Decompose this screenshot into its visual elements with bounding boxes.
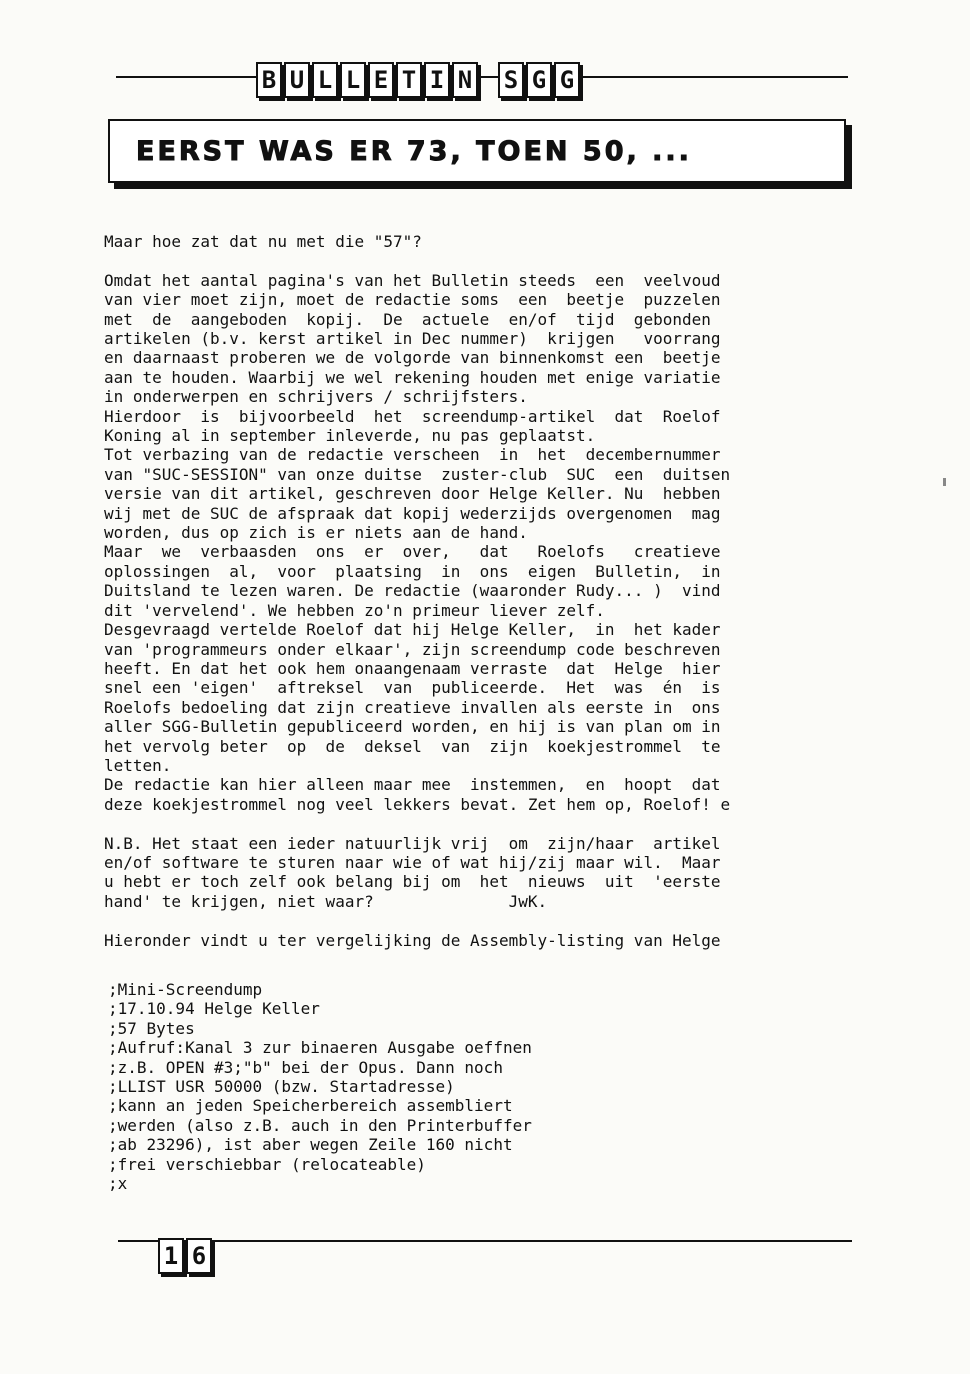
page-number-digit: 1 (158, 1238, 184, 1274)
listing-line: ;kann an jeden Speicherbereich assembliert (108, 1096, 513, 1116)
body-line: het vervolg beter op de deksel van zijn koekjestrommel te (104, 736, 721, 756)
body-line: deze koekjestrommel nog veel lekkers bevat. Zet hem op, Roelof! e (104, 794, 731, 814)
masthead-letter: S (498, 62, 524, 98)
page-number-digit: 6 (186, 1238, 212, 1274)
listing-line: ;werden (also z.B. auch in den Printerbuffer (108, 1115, 532, 1135)
body-line: worden, dus op zich is er niets aan de hand. (104, 523, 528, 543)
masthead-letter: E (368, 62, 394, 98)
listing-line: ;LLIST USR 50000 (bzw. Startadresse) (108, 1077, 455, 1097)
body-line: Omdat het aantal pagina's van het Bulletin steeds een veelvoud (104, 270, 721, 290)
body-line: Hierdoor is bijvoorbeeld het screendump-artikel dat Roelof (104, 406, 721, 426)
blank-line (104, 251, 874, 270)
body-line: Duitsland te lezen waren. De redactie (waaronder Rudy... ) vind (104, 581, 721, 601)
assembly-listing (108, 980, 532, 1193)
body-line: en daarnaast proberen we de volgorde van binnenkomst een beetje (104, 348, 721, 368)
body-line: oplossingen al, voor plaatsing in ons eigen Bulletin, in (104, 561, 721, 581)
body-line: Roelofs bedoeling dat zijn creatieve invallen als eerste in ons (104, 697, 721, 717)
body-line: versie van dit artikel, geschreven door Helge Keller. Nu hebben (104, 484, 721, 504)
headline: EERST WAS ER 73, TOEN 50, ... (136, 135, 692, 167)
article-body (104, 232, 874, 950)
body-line: letten. (104, 755, 172, 775)
body-line: wij met de SUC de afspraak dat kopij wederzijds overgenomen mag (104, 503, 721, 523)
blank-line (104, 814, 874, 833)
body-line: van 'programmeurs onder elkaar', zijn screendump code beschreven (104, 639, 721, 659)
body-line: en/of software te sturen naar wie of wat hij/zij maar wil. Maar (104, 852, 721, 872)
body-line: dit 'vervelend'. We hebben zo'n primeur liever zelf. (104, 600, 605, 620)
masthead-letter: I (424, 62, 450, 98)
binding-mark (943, 478, 946, 486)
body-line: Koning al in september inleverde, nu pas geplaatst. (104, 426, 596, 446)
page-number (158, 1238, 214, 1274)
masthead-letter: G (526, 62, 552, 98)
headline-box (108, 119, 846, 183)
bottom-rule (118, 1240, 852, 1242)
listing-line: ;Mini-Screendump (108, 980, 263, 999)
body-line: met de aangeboden kopij. De actuele en/of tijd gebonden (104, 309, 711, 329)
body-line: hand' te krijgen, niet waar? JwK. (104, 891, 548, 911)
body-line: van "SUC-SESSION" van onze duitse zuster-club SUC een duitsen (104, 464, 731, 484)
listing-line: ;Aufruf:Kanal 3 zur binaeren Ausgabe oeffnen (108, 1038, 532, 1058)
listing-line: ;frei verschiebbar (relocateable) (108, 1154, 426, 1174)
body-line: Hieronder vindt u ter vergelijking de Assembly-listing van Helge (104, 930, 721, 950)
body-line: Desgevraagd vertelde Roelof dat hij Helge Keller, in het kader (104, 620, 721, 640)
body-line: N.B. Het staat een ieder natuurlijk vrij om zijn/haar artikel (104, 833, 721, 853)
blank-line (104, 911, 874, 930)
body-line: van vier moet zijn, moet de redactie soms een beetje puzzelen (104, 290, 721, 310)
masthead-letter: U (284, 62, 310, 98)
body-line: in onderwerpen en schrijvers / schrijfsters. (104, 387, 528, 407)
body-line: heeft. En dat het ook hem onaangenaam verraste dat Helge hier (104, 658, 721, 678)
body-line: De redactie kan hier alleen maar mee instemmen, en hoopt dat (104, 775, 721, 795)
masthead-letter: T (396, 62, 422, 98)
masthead-letter: B (256, 62, 282, 98)
listing-line: ;17.10.94 Helge Keller (108, 999, 320, 1019)
body-line: snel een 'eigen' aftreksel van publiceerde. Het was én is (104, 678, 721, 698)
body-line: u hebt er toch zelf ook belang bij om het nieuws uit 'eerste (104, 872, 721, 892)
masthead (256, 62, 582, 98)
masthead-letter: N (452, 62, 478, 98)
body-line: artikelen (b.v. kerst artikel in Dec nummer) krijgen voorrang (104, 329, 721, 349)
listing-line: ;z.B. OPEN #3;"b" bei der Opus. Dann noch (108, 1057, 503, 1077)
masthead-letter: L (340, 62, 366, 98)
listing-line: ;x (108, 1174, 128, 1194)
body-line: Maar hoe zat dat nu met die "57"? (104, 232, 422, 251)
masthead-letter: L (312, 62, 338, 98)
body-line: aan te houden. Waarbij we wel rekening houden met enige variatie (104, 367, 721, 387)
body-line: aller SGG-Bulletin gepubliceerd worden, en hij is van plan om in (104, 717, 721, 737)
masthead-letter: G (554, 62, 580, 98)
listing-line: ;ab 23296), ist aber wegen Zeile 160 nicht (108, 1135, 513, 1155)
body-line: Tot verbazing van de redactie verscheen in het decembernummer (104, 445, 721, 465)
body-line: Maar we verbaasden ons er over, dat Roelofs creatieve (104, 542, 721, 562)
listing-line: ;57 Bytes (108, 1018, 195, 1038)
